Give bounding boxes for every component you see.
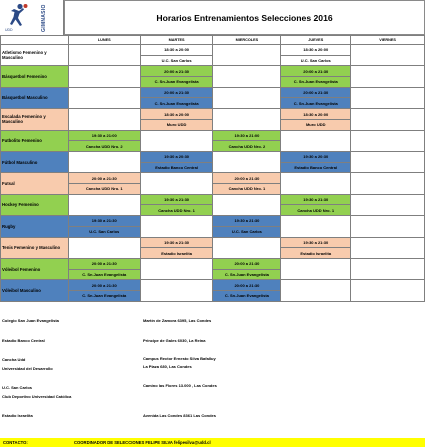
table-row <box>1 130 425 151</box>
empty-slot <box>351 237 425 258</box>
slot-time: 20:00 a 21:30 <box>69 173 140 184</box>
empty-slot <box>213 109 281 130</box>
activity-label: Vóleibol Masculino <box>1 280 69 301</box>
slot-content <box>213 216 280 236</box>
empty-slot <box>351 194 425 215</box>
slot-place: Estadio Israelita <box>161 250 192 256</box>
slot-time: 19:30 a 21:00 <box>213 131 280 142</box>
schedule-slot <box>140 45 213 66</box>
table-row <box>1 45 425 66</box>
slot-content <box>281 88 350 108</box>
table-row <box>1 237 425 258</box>
schedule-slot <box>281 151 351 172</box>
schedule-slot <box>140 194 213 215</box>
contact-bar <box>0 438 425 447</box>
slot-content <box>141 88 213 108</box>
table-row <box>1 87 425 108</box>
slot-place: Cancha UDD Nro. 2 <box>85 143 123 149</box>
venue-address: Campus Rector Ernesto Silva Bafalluy La Plaza 680, Las Condes <box>143 356 216 369</box>
empty-slot <box>213 151 281 172</box>
slot-content <box>281 66 350 86</box>
slot-time: 19:30 a 21:30 <box>69 216 140 227</box>
venue-name: Estadio Banco Central <box>2 338 45 343</box>
slot-place: C. Sn.Juan Evangelista <box>82 293 127 299</box>
table-row <box>1 151 425 172</box>
schedule-slot <box>281 45 351 66</box>
slot-time: 20:00 a 21:30 <box>69 280 140 291</box>
logo-small-text: UDD <box>5 28 13 32</box>
activity-label: Fútbol Masculino <box>1 151 69 172</box>
day-header-row <box>1 36 425 45</box>
slot-time: 19:30 a 21:30 <box>141 238 213 249</box>
slot-place: C. Sn.Juan Evangelista <box>154 100 199 106</box>
slot-place: C. Sn.Juan Evangelista <box>224 271 269 277</box>
empty-slot <box>140 130 213 151</box>
empty-slot <box>281 216 351 237</box>
venue-name: Cancha Udd Universidad del Desarrollo <box>2 357 53 371</box>
slot-content <box>213 280 280 300</box>
empty-slot <box>140 173 213 194</box>
slot-place: Cancha UDD Nro. 1 <box>297 207 335 213</box>
empty-slot <box>351 66 425 87</box>
empty-slot <box>140 280 213 301</box>
slot-content <box>141 66 213 86</box>
activity-label: Futbolito Femenino <box>1 130 69 151</box>
slot-place: C. Sn.Juan Evangelista <box>224 293 269 299</box>
activity-label: Vóleibol Femenino <box>1 258 69 279</box>
slot-content <box>213 131 280 151</box>
venue-name: Colegio San Juan Evangelista <box>2 318 59 323</box>
slot-place: U.C. San Carlos <box>89 229 120 235</box>
empty-slot <box>351 87 425 108</box>
day-header: VIERNES <box>351 36 425 45</box>
slot-content <box>69 131 140 151</box>
empty-slot <box>68 109 140 130</box>
logo-vertical-text: GIMNASIO <box>41 4 47 32</box>
slot-time: 19:30 a 21:30 <box>281 195 350 206</box>
venue-name: Estadio Israelita <box>2 413 33 418</box>
schedule-slot <box>213 258 281 279</box>
empty-slot <box>68 151 140 172</box>
day-header: LUNES <box>68 36 140 45</box>
slot-time: 18:30 a 20:00 <box>281 45 350 56</box>
schedule-slot <box>140 66 213 87</box>
slot-time: 19:30 a 21:30 <box>141 195 213 206</box>
empty-slot <box>213 66 281 87</box>
slot-content <box>213 259 280 279</box>
empty-slot <box>351 216 425 237</box>
schedule-slot <box>281 109 351 130</box>
empty-slot <box>351 258 425 279</box>
slot-content <box>69 280 140 300</box>
schedule-slot <box>213 216 281 237</box>
empty-slot <box>213 194 281 215</box>
table-row <box>1 280 425 301</box>
schedule-slot <box>140 109 213 130</box>
schedule-slot <box>140 237 213 258</box>
slot-content <box>281 152 350 172</box>
schedule-slot <box>213 130 281 151</box>
slot-content <box>69 259 140 279</box>
slot-time: 20:00 a 21:30 <box>213 173 280 184</box>
logo <box>0 0 64 35</box>
empty-slot <box>351 45 425 66</box>
slot-place: C. Sn.Juan Evangelista <box>293 79 338 85</box>
empty-slot <box>351 151 425 172</box>
empty-slot <box>68 87 140 108</box>
schedule-slot <box>281 237 351 258</box>
empty-slot <box>213 45 281 66</box>
slot-content <box>281 195 350 215</box>
slot-time: 18:30 a 20:00 <box>141 45 213 56</box>
slot-time: 20:00 a 21:30 <box>69 259 140 270</box>
slot-time: 19:30 a 21:30 <box>281 238 350 249</box>
activity-label: Tenis Femenino y Masculino <box>1 237 69 258</box>
slot-place: C. Sn.Juan Evangelista <box>82 271 127 277</box>
empty-slot <box>281 280 351 301</box>
empty-slot <box>281 258 351 279</box>
slot-place: Muro UDD <box>305 122 326 128</box>
activity-label: Rugby <box>1 216 69 237</box>
schedule-slot <box>68 258 140 279</box>
slot-place: Estadio Israelita <box>300 250 332 256</box>
schedule-slot <box>140 87 213 108</box>
schedule-slot <box>213 280 281 301</box>
slot-place: C. Sn.Juan Evangelista <box>293 100 338 106</box>
slot-content <box>281 109 350 129</box>
activity-label: Básquetbol Masculino <box>1 87 69 108</box>
activity-label: Futsal <box>1 173 69 194</box>
empty-slot <box>140 216 213 237</box>
slot-place: U.C. San Carlos <box>161 58 192 64</box>
slot-time: 19:30 a 21:30 <box>213 216 280 227</box>
schedule-slot <box>281 194 351 215</box>
slot-content <box>141 109 213 129</box>
contact-value[interactable]: COORDINADOR DE SELECCIONES FELIPE SILVA felipesilva@udd.cl <box>74 440 211 445</box>
slot-time: 18:30 a 20:00 <box>141 109 213 120</box>
schedule-slot <box>281 87 351 108</box>
slot-time: 18:30 a 20:00 <box>281 109 350 120</box>
venue-address: Martín de Zamora 6395, Las Condes <box>143 318 212 323</box>
handball-player-icon <box>5 3 29 27</box>
slot-content <box>69 173 140 193</box>
empty-slot <box>351 109 425 130</box>
day-header: MARTES <box>140 36 213 45</box>
venue-address: Avenida Las Condes 8361 Las Condes <box>143 413 216 418</box>
empty-slot <box>213 237 281 258</box>
slot-place: Cancha UDD Nro. 1 <box>85 186 123 192</box>
slot-content <box>141 195 213 215</box>
empty-slot <box>281 173 351 194</box>
slot-place: Cancha UDD Nro. 2 <box>228 143 266 149</box>
schedule-slot <box>140 151 213 172</box>
empty-slot <box>351 173 425 194</box>
slot-content <box>69 216 140 236</box>
slot-time: 20:00 a 21:30 <box>281 88 350 99</box>
slot-time: 19:30 a 20:30 <box>281 152 350 163</box>
slot-place: Cancha UDD Nro. 1 <box>158 207 195 213</box>
table-row <box>1 173 425 194</box>
empty-slot <box>68 237 140 258</box>
empty-slot <box>68 45 140 66</box>
slot-place: U.C. San Carlos <box>231 229 262 235</box>
table-row <box>1 258 425 279</box>
slot-content <box>213 173 280 193</box>
empty-slot <box>281 130 351 151</box>
table-row <box>1 66 425 87</box>
empty-slot <box>68 66 140 87</box>
slot-content <box>281 45 350 65</box>
schedule-slot <box>68 130 140 151</box>
slot-time: 19:30 a 20:30 <box>141 152 213 163</box>
table-row <box>1 194 425 215</box>
empty-slot <box>351 130 425 151</box>
activity-label: Básquetbol Femenino <box>1 66 69 87</box>
slot-time: 19:30 a 21:00 <box>69 131 140 142</box>
slot-content <box>141 152 213 172</box>
empty-slot <box>68 194 140 215</box>
schedule-slot <box>68 173 140 194</box>
venue-address: Principe de Gales 6030, La Reina <box>143 338 206 343</box>
schedule-table <box>0 35 425 302</box>
empty-slot <box>140 258 213 279</box>
schedule-slot <box>213 173 281 194</box>
slot-place: Estadio Banco Central <box>155 165 198 170</box>
slot-content <box>281 238 350 258</box>
empty-slot <box>213 87 281 108</box>
table-row <box>1 109 425 130</box>
slot-content <box>141 45 213 65</box>
venue-name: U.C. San Carlos Club Deportivo Universidad Católica <box>2 385 72 399</box>
slot-time: 20:00 a 21:30 <box>213 280 280 291</box>
activity-label: Escalada Femenino y Masculino <box>1 109 69 130</box>
empty-slot <box>351 280 425 301</box>
slot-time: 20:00 a 21:30 <box>141 88 213 99</box>
schedule-slot <box>68 216 140 237</box>
venue-address: Camino las Flores 13.000 , Las Condes <box>143 383 217 388</box>
slot-place: Estadio Banco Central <box>294 165 338 170</box>
table-row <box>1 216 425 237</box>
schedule-slot <box>281 66 351 87</box>
activity-label: Atletismo Femenino y Masculino <box>1 45 69 66</box>
slot-place: C. Sn.Juan Evangelista <box>154 79 199 85</box>
slot-time: 20:00 a 21:30 <box>281 66 350 77</box>
schedule-slot <box>68 280 140 301</box>
slot-place: U.C. San Carlos <box>300 58 331 64</box>
activity-label: Hockey Femenino <box>1 194 69 215</box>
slot-place: Muro UDD <box>166 122 187 128</box>
slot-time: 20:00 a 21:30 <box>141 66 213 77</box>
day-header: JUEVES <box>281 36 351 45</box>
slot-content <box>141 238 213 258</box>
slot-time: 20:00 a 21:30 <box>213 259 280 270</box>
corner-cell <box>1 36 69 45</box>
day-header: MIERCOLES <box>213 36 281 45</box>
contact-label: CONTACTO: <box>3 440 28 445</box>
page-title: Horarios Entrenamientos Selecciones 2016 <box>64 0 425 35</box>
slot-place: Cancha UDD Nro. 1 <box>228 186 266 192</box>
